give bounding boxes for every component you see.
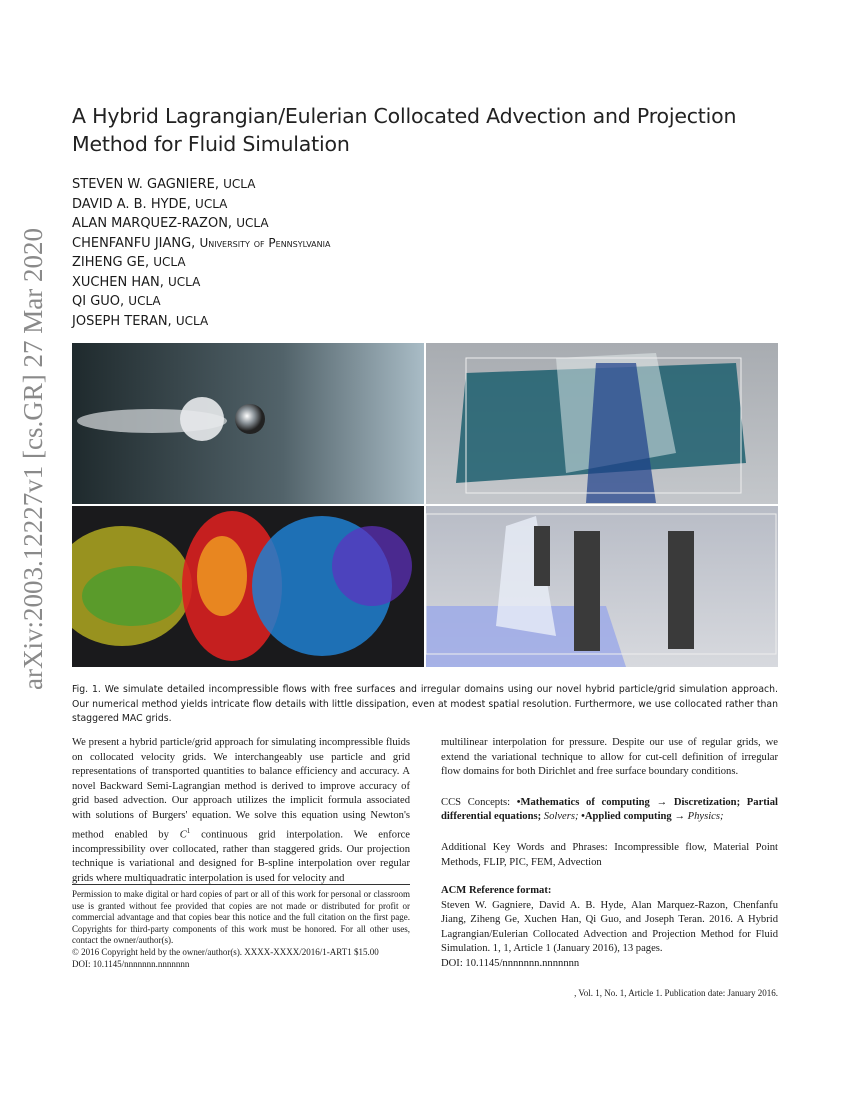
teaser-figure <box>72 343 778 667</box>
author-name: JOSEPH TERAN, <box>72 313 172 329</box>
ccs-concept-3: •Applied computing → <box>578 811 688 823</box>
author <box>72 234 330 254</box>
abstract-math-c: C <box>179 829 187 841</box>
ccs-concept-2: Solvers; <box>541 811 579 823</box>
page-footer: , Vol. 1, No. 1, Article 1. Publication date: January 2016. <box>574 988 778 998</box>
colored-smoke-collision-image <box>72 506 424 667</box>
ccs-concept-1: •Mathematics of computing → Discretization; Partial differential equations; <box>441 796 778 823</box>
author-affiliation: University of Pennsylvania <box>199 235 331 250</box>
author-name: XUCHEN HAN, <box>72 274 164 290</box>
author-name: DAVID A. B. HYDE, <box>72 196 191 212</box>
acm-heading: ACM Reference format: <box>441 885 552 896</box>
abstract <box>72 736 410 886</box>
author-affiliation: UCLA <box>153 255 186 269</box>
author-affiliation: UCLA <box>236 216 269 230</box>
author <box>72 214 330 234</box>
copyright-line: © 2016 Copyright held by the owner/author(s). XXXX-XXXX/2016/1-ART1 $15.00 <box>72 946 379 957</box>
smoke-sphere-image <box>72 343 424 504</box>
abstract-text: We present a hybrid particle/grid approach for simulating incompressible fluids on collocated velocity grids. We interchangeably use particle and grid representations of transported quantities to balance efficiency and accuracy. A novel Backward Semi-Lagrangian method is derived to improve accuracy of grid based advection. Our approach utilizes the implicit formula associated with solutions of Burgers' equation. We solve this equation using Newton's method enabled by <box>72 737 410 841</box>
right-column <box>441 736 778 886</box>
author <box>72 312 330 332</box>
author-affiliation: UCLA <box>175 313 209 328</box>
figure-caption: Fig. 1. We simulate detailed incompressible flows with free surfaces and irregular domains using our novel hybrid particle/grid simulation approach. Our numerical method yields intricate flow details with little dissipation, even at modest spatial resolution. Furthermore, we use collocated rather than staggered MAC grids. <box>72 684 778 724</box>
permission-notice <box>72 884 410 970</box>
author <box>72 253 330 273</box>
author-name: STEVEN W. GAGNIERE, <box>72 177 219 192</box>
acm-reference <box>441 884 778 972</box>
author <box>72 292 330 312</box>
author <box>72 273 330 293</box>
ccs-label: CCS Concepts: <box>441 796 517 808</box>
acm-doi: DOI: 10.1145/nnnnnnn.nnnnnnn <box>441 957 580 969</box>
ccs-concept-4: Physics; <box>687 811 724 823</box>
author-name: ALAN MARQUEZ-RAZON, <box>72 216 233 231</box>
ccs-concepts <box>441 796 778 825</box>
author-name: CHENFANFU JIANG, <box>72 235 196 251</box>
tank-splash-image <box>426 343 778 504</box>
abstract-continuation: multilinear interpolation for pressure. Despite our use of regular grids, we extend the variational technique to allow for cut-cell definition of irregular flow domains for both Dirichlet and free surface boundary conditions. <box>441 737 778 778</box>
author-affiliation: UCLA <box>195 196 228 211</box>
dam-break-pillars-image <box>426 506 778 667</box>
permission-text: Permission to make digital or hard copies of part or all of this work for personal or classroom use is granted without fee provided that copies are not made or distributed for profit or commercial advantage and that copies bear this notice and the full citation on the first page. Copyrights for third-party components of this work must be honored. For all other uses, contact the owner/author(s). <box>72 889 410 946</box>
author-name: QI GUO, <box>72 294 125 309</box>
author-affiliation: UCLA <box>168 274 201 289</box>
author-affiliation: UCLA <box>128 294 161 308</box>
arxiv-identifier: arXiv:2003.12227v1 [cs.GR] 27 Mar 2020 <box>18 228 48 690</box>
abstract-text-continued: continuous grid interpolation. We enforce incompressibility over collocated, rather than staggered grids. Our projection technique is variational and designed for B-spline interpolation over regular grids where multiquadratic interpolation is used for velocity and <box>72 829 411 884</box>
author-name: ZIHENG GE, <box>72 255 150 270</box>
doi-line: DOI: 10.1145/nnnnnnn.nnnnnnn <box>72 958 190 969</box>
author <box>72 195 330 215</box>
abstract-math-superscript: 1 <box>186 826 191 835</box>
author-affiliation: UCLA <box>223 177 256 191</box>
paper-title: A Hybrid Lagrangian/Eulerian Collocated Advection and Projection Method for Fluid Simulation <box>72 104 737 156</box>
author <box>72 175 330 195</box>
keywords: Additional Key Words and Phrases: Incompressible flow, Material Point Methods, FLIP, PIC, FEM, Advection <box>441 841 778 868</box>
author-list <box>72 175 330 331</box>
acm-citation: Steven W. Gagniere, David A. B. Hyde, Alan Marquez-Razon, Chenfanfu Jiang, Ziheng Ge, Xuchen Han, Qi Guo, and Joseph Teran. 2016. A Hybrid Lagrangian/Eulerian Collocated Advection and Projection Method for Fluid Simulation. 1, 1, Article 1 (January 2016), 13 pages. <box>441 899 778 955</box>
